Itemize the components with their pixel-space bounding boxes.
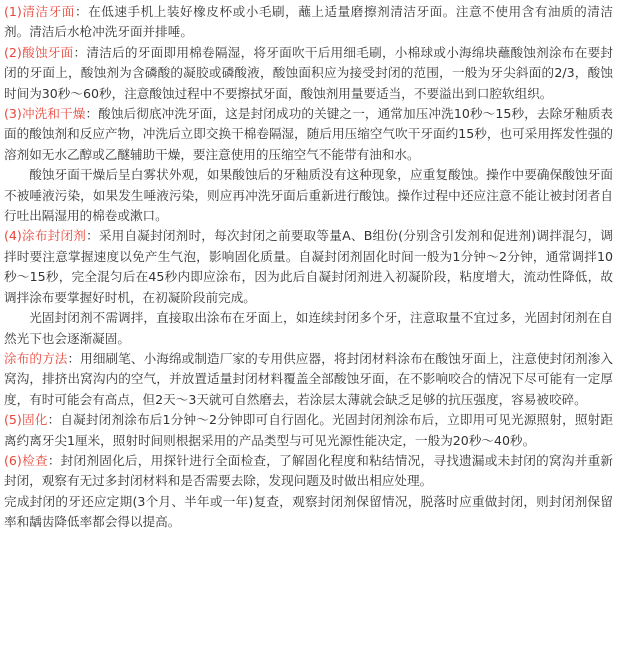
step-heading: (3)冲洗和干燥 xyxy=(4,106,86,122)
application-method-paragraph xyxy=(4,349,613,410)
step-text: ：酸蚀后彻底冲洗牙面，这是封闭成功的关键之一，通常加压冲洗10秒～15秒，去除牙釉质表面的酸蚀剂和反应产物，冲洗后立即交换干棉卷隔湿，随后用压缩空气吹干牙面约15秒，也可采用挥发性强的溶剂如无水乙醇或乙醚辅助干燥，要注意使用的压缩空气不能带有油和水。 xyxy=(4,106,613,162)
step-text: ：自凝封闭剂涂布后1分钟～2分钟即可自行固化。光固封闭剂涂布后，立即用可见光源照射，照射距离约离牙尖1厘米，照射时间则根据采用的产品类型与可见光源性能决定，一般为20秒～40秒。 xyxy=(4,412,614,448)
step-heading: (5)固化 xyxy=(4,412,48,428)
step-etch-paragraph xyxy=(4,43,613,104)
note-text: 完成封闭的牙还应定期(3个月、半年或一年)复查，观察封闭剂保留情况，脱落时应重做封闭，则封闭剂保留率和龋齿降低率都会得以提高。 xyxy=(4,493,613,530)
note-text: 光固封闭剂不需调拌，直接取出涂布在牙面上，如连续封闭多个牙，注意取量不宜过多，光固封闭剂在自然光下也会逐渐凝固。 xyxy=(4,310,613,346)
step-cure-paragraph xyxy=(4,410,613,451)
step-text: ：清洁后的牙面即用棉卷隔湿，将牙面吹干后用细毛刷，小棉球或小海绵块蘸酸蚀剂涂布在要封闭的牙面上，酸蚀剂为含磷酸的凝胶或磷酸液，酸蚀面积应为接受封闭的范围，一般为牙尖斜面的2/3，酸蚀时间为30秒～60秒，注意酸蚀过程中不要擦拭牙面，酸蚀剂用量要适当，不要溢出到口腔软组织。 xyxy=(4,44,614,101)
step-text: ：封闭剂固化后，用探针进行全面检查，了解固化程度和粘结情况，寻找遗漏或未封闭的窝沟并重新封闭，观察有无过多封闭材料和是否需要去除，发现问题及时做出相应处理。 xyxy=(4,452,614,489)
step-heading: (4)涂布封闭剂 xyxy=(4,228,87,244)
light-cure-note-paragraph xyxy=(4,308,613,349)
note-text: 酸蚀牙面干燥后呈白雾状外观，如果酸蚀后的牙釉质没有这种现象，应重复酸蚀。操作中要确保酸蚀牙面不被唾液污染，如果发生唾液污染，则应再冲洗牙面后重新进行酸蚀。操作过程中还应注意不能让被封闭者自行吐出隔湿用的棉卷或漱口。 xyxy=(4,167,613,224)
step-heading: 涂布的方法 xyxy=(4,350,68,366)
step-apply-sealant-paragraph xyxy=(4,226,613,308)
step-text: ：在低速手机上装好橡皮杯或小毛刷，蘸上适量磨擦剂清洁牙面。注意不使用含有油质的清洁剂。清洁后水枪冲洗牙面并排唾。 xyxy=(4,4,614,40)
step-heading: (2)酸蚀牙面 xyxy=(4,44,74,60)
etch-note-paragraph xyxy=(4,165,613,226)
step-heading: (1)清洁牙面 xyxy=(4,4,75,19)
step-heading: (6)检查 xyxy=(4,452,48,468)
step-inspect-paragraph xyxy=(4,451,613,492)
step-clean-paragraph xyxy=(4,2,613,43)
step-text: ：采用自凝封闭剂时，每次封闭之前要取等量A、B组份(分别含引发剂和促进剂)调拌混匀，调拌时要注意掌握速度以免产生气泡，影响固化质量。自凝封闭剂固化时间一般为1分钟～2分钟，通常调拌10秒～15秒，完全混匀后在45秒内即应涂布，因为此后自凝封闭剂进入初凝阶段，粘度增大，流动性降低，故调拌涂布要掌握好时机，在初凝阶段前完成。 xyxy=(4,228,613,305)
step-text: ：用细刷笔、小海绵或制造厂家的专用供应器，将封闭材料涂布在酸蚀牙面上，注意使封闭剂渗入窝沟，排挤出窝沟内的空气，并放置适量封闭材料覆盖全部酸蚀牙面，在不影响咬合的情况下尽可能有一定厚度，有时可能会有高点，但2天～3天就可自然磨去，若涂层太薄就会缺乏足够的抗压强度，容易被咬碎。 xyxy=(4,350,614,407)
step-rinse-dry-paragraph xyxy=(4,104,613,165)
follow-up-paragraph xyxy=(4,492,613,533)
